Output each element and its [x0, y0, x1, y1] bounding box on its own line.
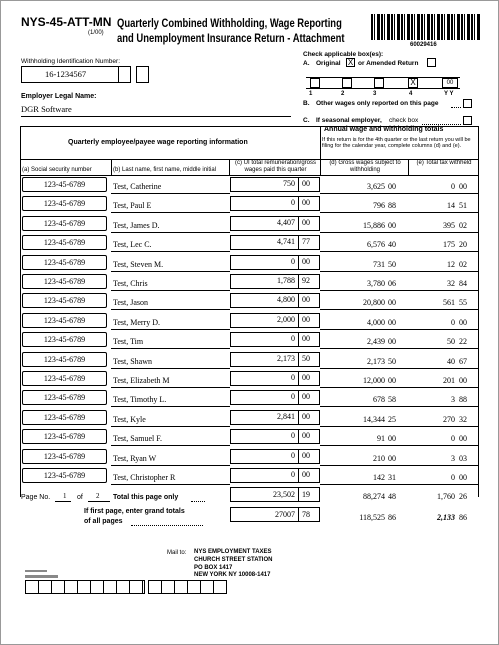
employer-name-label: Employer Legal Name:	[21, 93, 97, 100]
section-left-title: Quarterly employee/payee wage reporting information	[68, 139, 248, 146]
page-total-e: 1,760	[437, 492, 455, 501]
tax-withheld-cents: 03	[459, 454, 467, 463]
grand-total-d-cents: 86	[388, 513, 396, 522]
gross-wages-cents: 00	[388, 182, 396, 191]
tax-withheld: 201	[443, 376, 455, 385]
employee-name: Test, Tim	[113, 337, 144, 346]
col-c-header: (c) UI total remuneration/gross wages paid this quarter	[234, 160, 317, 173]
mail-line-2: CHURCH STREET STATION	[194, 557, 273, 563]
row-rule	[111, 271, 230, 272]
gross-wages-cents: 50	[388, 357, 396, 366]
employee-name: Test, Merry D.	[113, 318, 160, 327]
row-rule-right	[320, 251, 478, 252]
gross-wages: 210	[373, 454, 385, 463]
ssn-field[interactable]: 123-45-6789	[22, 371, 107, 386]
employer-name-value: DGR Software	[21, 104, 72, 114]
col-e-header: (e) Total tax withheld	[416, 160, 472, 166]
ssn-field[interactable]: 123-45-6789	[22, 255, 107, 270]
employee-name: Test, Samuel F.	[113, 434, 163, 443]
cents-divider	[298, 313, 299, 328]
row-rule	[111, 445, 230, 446]
tax-withheld: 32	[447, 279, 455, 288]
line-c-letter: C.	[303, 117, 310, 124]
row-rule-right	[320, 232, 478, 233]
tax-withheld-cents: 55	[459, 298, 467, 307]
employee-name: Test, Kyle	[113, 415, 146, 424]
employee-name: Test, Chris	[113, 279, 148, 288]
row-rule	[111, 426, 230, 427]
total-page-label: Total this page only	[113, 494, 179, 501]
grand-leader	[131, 525, 203, 526]
cents-divider	[298, 255, 299, 270]
row-rule	[111, 251, 230, 252]
gross-wages-cents: 00	[388, 337, 396, 346]
cents-divider	[298, 468, 299, 483]
scan-boxes	[25, 580, 145, 594]
employee-name: Test, Timothy L.	[113, 395, 167, 404]
row-rule	[111, 387, 230, 388]
mail-line-3: PO BOX 1417	[194, 565, 233, 571]
quarter-label-1: 1	[309, 91, 313, 97]
gross-wages-cents: 25	[388, 415, 396, 424]
barcode	[371, 14, 481, 40]
scan-mark	[25, 570, 47, 572]
mail-line-4: NEW YORK NY 10008-1417	[194, 572, 271, 578]
ui-wages: 4,741	[277, 237, 295, 246]
page-total-d-cents: 48	[388, 492, 396, 501]
tax-withheld-cents: 00	[459, 434, 467, 443]
gross-wages: 20,800	[363, 298, 385, 307]
cents-divider	[298, 410, 299, 425]
ui-wages-cents: 00	[302, 373, 310, 382]
ssn-field[interactable]: 123-45-6789	[22, 410, 107, 425]
employee-name: Test, Shawn	[113, 357, 152, 366]
gross-wages-cents: 31	[388, 473, 396, 482]
original-check-mark: X	[347, 58, 354, 67]
tax-withheld: 0	[451, 473, 455, 482]
grand-total-c: 27007	[275, 510, 295, 519]
ssn-field[interactable]: 123-45-6789	[22, 429, 107, 444]
ui-wages-cents: 00	[302, 295, 310, 304]
grand-total-e: 2,133	[437, 513, 455, 522]
page-total-c-cents: 19	[302, 490, 310, 499]
page-total-e-cents: 26	[459, 492, 467, 501]
row-rule-right	[320, 368, 478, 369]
ui-wages: 0	[291, 470, 295, 479]
wid-value: 16-1234567	[45, 69, 87, 79]
amended-checkbox[interactable]	[427, 58, 436, 67]
tax-withheld-cents: 51	[459, 201, 467, 210]
quarter-grid	[306, 77, 460, 89]
row-rule	[111, 309, 230, 310]
quarter-4-mark: X	[410, 78, 416, 87]
gross-wages: 796	[373, 201, 385, 210]
ssn-field[interactable]: 123-45-6789	[22, 177, 107, 192]
ui-wages: 0	[291, 198, 295, 207]
ui-wages: 1,788	[277, 276, 295, 285]
employer-name-underline	[21, 116, 291, 117]
line-b-text: Other wages only reported on this page	[316, 100, 439, 107]
employee-name: Test, Lec C.	[113, 240, 152, 249]
grand-total-e-cents: 86	[459, 513, 467, 522]
row-rule	[111, 193, 230, 194]
row-rule-right	[320, 387, 478, 388]
year-box[interactable]	[442, 78, 458, 88]
tax-withheld: 3	[451, 395, 455, 404]
tax-withheld: 14	[447, 201, 455, 210]
tax-withheld-cents: 20	[459, 240, 467, 249]
wid-suffix-box-1[interactable]	[118, 66, 131, 83]
ui-wages: 4,407	[277, 218, 295, 227]
tax-withheld-cents: 00	[459, 182, 467, 191]
line-c-leader	[422, 124, 461, 125]
barcode-number: 60029416	[410, 42, 437, 48]
ui-wages: 0	[291, 451, 295, 460]
gross-wages-cents: 00	[388, 434, 396, 443]
cents-divider	[298, 332, 299, 347]
employee-name: Test, Ryan W	[113, 454, 157, 463]
tax-withheld: 3	[451, 454, 455, 463]
row-rule-right	[320, 212, 478, 213]
tax-withheld-cents: 02	[459, 221, 467, 230]
amended-label: or Amended Return	[358, 60, 419, 67]
row-rule-right	[320, 290, 478, 291]
tax-withheld-cents: 22	[459, 337, 467, 346]
tax-withheld: 395	[443, 221, 455, 230]
ui-wages: 0	[291, 431, 295, 440]
gross-wages-cents: 58	[388, 395, 396, 404]
row-rule	[111, 212, 230, 213]
cents-divider	[298, 274, 299, 289]
row-rule	[111, 290, 230, 291]
row-rule	[111, 232, 230, 233]
row-rule	[111, 348, 230, 349]
check-header: Check applicable box(es):	[303, 51, 384, 58]
gross-wages: 731	[373, 260, 385, 269]
row-rule-right	[320, 348, 478, 349]
cents-divider	[298, 449, 299, 464]
scan-mark-2	[25, 575, 58, 578]
ui-wages: 0	[291, 334, 295, 343]
tax-withheld: 0	[451, 434, 455, 443]
mail-line-1: NYS EMPLOYMENT TAXES	[194, 549, 272, 555]
quarter-2-box[interactable]	[342, 78, 352, 88]
form-code: NYS-45-ATT-MN	[21, 15, 112, 29]
form-title-line1: Quarterly Combined Withholding, Wage Reporting	[117, 18, 342, 30]
year-value: 00	[446, 80, 454, 86]
line-c-text: If seasonal employer,	[316, 117, 382, 124]
ui-wages-cents: 00	[302, 179, 310, 188]
ui-wages-cents: 00	[302, 257, 310, 266]
employee-name: Test, Elizabeth M	[113, 376, 170, 385]
col-a-header: (a) Social security number	[22, 167, 92, 173]
line-a-letter: A.	[303, 60, 310, 67]
row-rule-right	[320, 329, 478, 330]
tax-withheld-cents: 67	[459, 357, 467, 366]
row-rule-right	[320, 309, 478, 310]
ui-wages-cents: 00	[302, 470, 310, 479]
gross-wages: 91	[377, 434, 385, 443]
tax-withheld: 270	[443, 415, 455, 424]
tax-withheld: 561	[443, 298, 455, 307]
cents-divider	[298, 390, 299, 405]
gross-wages: 6,576	[367, 240, 385, 249]
gross-wages: 2,439	[367, 337, 385, 346]
wid-suffix-box-2[interactable]	[136, 66, 149, 83]
ui-wages: 0	[291, 257, 295, 266]
ui-wages-cents: 00	[302, 334, 310, 343]
quarter-label-2: 2	[341, 91, 345, 97]
employee-name: Test, Paul E	[113, 201, 152, 210]
tax-withheld-cents: 02	[459, 260, 467, 269]
line-b-leader	[451, 107, 461, 108]
line-b-letter: B.	[303, 100, 310, 107]
cents-divider	[298, 235, 299, 250]
gross-wages-cents: 50	[388, 260, 396, 269]
gross-wages: 3,625	[367, 182, 385, 191]
grand-label-2: of all pages	[84, 518, 123, 525]
ssn-field[interactable]: 123-45-6789	[22, 196, 107, 211]
ui-wages: 750	[283, 179, 295, 188]
quarter-1-box[interactable]	[310, 78, 320, 88]
cents-divider	[298, 293, 299, 308]
ssn-field[interactable]: 123-45-6789	[22, 390, 107, 405]
gross-wages-cents: 06	[388, 279, 396, 288]
grand-label-1: If first page, enter grand totals	[84, 508, 185, 515]
colhead-bottom-rule	[20, 175, 478, 176]
gross-wages: 4,000	[367, 318, 385, 327]
gross-wages: 14,344	[363, 415, 385, 424]
gross-wages: 678	[373, 395, 385, 404]
ssn-field[interactable]: 123-45-6789	[22, 332, 107, 347]
ui-wages-cents: 00	[302, 451, 310, 460]
ssn-field[interactable]: 123-45-6789	[22, 468, 107, 483]
employee-name: Test, Catherine	[113, 182, 162, 191]
page-label: Page No.	[21, 494, 51, 501]
row-rule-right	[320, 193, 478, 194]
tax-withheld: 50	[447, 337, 455, 346]
quarter-4-box[interactable]	[408, 78, 418, 88]
cents-divider	[298, 177, 299, 192]
gross-wages: 2,173	[367, 357, 385, 366]
cents-divider	[298, 352, 299, 367]
row-rule	[111, 329, 230, 330]
gross-wages-cents: 00	[388, 376, 396, 385]
tax-withheld-cents: 32	[459, 415, 467, 424]
original-label: Original	[316, 60, 341, 67]
ssn-field[interactable]: 123-45-6789	[22, 274, 107, 289]
ssn-field[interactable]: 123-45-6789	[22, 216, 107, 231]
page-total-line	[88, 501, 110, 502]
tax-withheld-cents: 88	[459, 395, 467, 404]
ssn-field[interactable]: 123-45-6789	[22, 352, 107, 367]
gross-wages-cents: 88	[388, 201, 396, 210]
row-rule-right	[320, 271, 478, 272]
ssn-field[interactable]: 123-45-6789	[22, 235, 107, 250]
ui-wages-cents: 00	[302, 218, 310, 227]
original-checkbox[interactable]	[346, 58, 355, 67]
gross-wages-cents: 00	[388, 318, 396, 327]
employee-name: Test, James D.	[113, 221, 160, 230]
ui-wages: 2,173	[277, 354, 295, 363]
ui-wages: 2,841	[277, 412, 295, 421]
page-no-line	[55, 501, 71, 502]
gross-wages: 3,780	[367, 279, 385, 288]
total-page-leader	[191, 501, 205, 502]
of-label: of	[77, 494, 83, 501]
row-rule-right	[320, 406, 478, 407]
employee-name: Test, Steven M.	[113, 260, 164, 269]
ssn-field[interactable]: 123-45-6789	[22, 449, 107, 464]
quarter-label-yy: Y Y	[444, 91, 454, 97]
ui-wages-cents: 77	[302, 237, 310, 246]
cents-divider	[298, 429, 299, 444]
grand-total-d: 118,525	[359, 513, 385, 522]
tax-withheld: 0	[451, 318, 455, 327]
row-rule-right	[320, 465, 478, 466]
row-rule	[111, 368, 230, 369]
ui-wages-cents: 00	[302, 315, 310, 324]
page-no: 1	[63, 492, 67, 500]
row-rule	[111, 406, 230, 407]
tax-withheld: 175	[443, 240, 455, 249]
quarter-label-3: 3	[373, 91, 377, 97]
cents-divider	[298, 216, 299, 231]
row-rule	[111, 484, 230, 485]
employee-name: Test, Christopher R	[113, 473, 176, 482]
cents-divider	[298, 196, 299, 211]
gross-wages-cents: 00	[388, 298, 396, 307]
ssn-field[interactable]: 123-45-6789	[22, 313, 107, 328]
ui-wages: 4,800	[277, 295, 295, 304]
ui-wages: 2,000	[277, 315, 295, 324]
col-b-header: (b) Last name, first name, middle initial	[113, 167, 217, 173]
form-title-line2: and Unemployment Insurance Return - Attachment	[117, 33, 345, 45]
seasonal-checkbox[interactable]	[463, 116, 472, 125]
tax-withheld-cents: 00	[459, 376, 467, 385]
grand-total-c-cents: 78	[302, 510, 310, 519]
gross-wages-cents: 40	[388, 240, 396, 249]
tax-withheld: 0	[451, 182, 455, 191]
wid-label: Withholding Identification Number:	[21, 58, 120, 65]
form-revision: (1/00)	[88, 30, 104, 36]
scan-boxes-2	[148, 580, 227, 594]
gross-wages: 15,886	[363, 221, 385, 230]
ui-wages-cents: 00	[302, 431, 310, 440]
other-wages-checkbox[interactable]	[463, 99, 472, 108]
gross-wages-cents: 00	[388, 221, 396, 230]
section-right-note: If this return is for the 4th quarter or the last return you will be filing for the calendar year, complete columns (d) and (e).	[322, 137, 471, 149]
cents-divider	[298, 371, 299, 386]
col-d-header: (d) Gross wages subject to withholding	[329, 160, 401, 173]
ui-wages-cents: 00	[302, 198, 310, 207]
ssn-field[interactable]: 123-45-6789	[22, 293, 107, 308]
ui-wages-cents: 00	[302, 412, 310, 421]
tax-withheld-cents: 00	[459, 473, 467, 482]
page-total-c: 23,502	[273, 490, 295, 499]
tax-withheld: 12	[447, 260, 455, 269]
page-total: 2	[96, 492, 100, 500]
employee-name: Test, Jason	[113, 298, 148, 307]
tax-withheld: 40	[447, 357, 455, 366]
tax-withheld-cents: 00	[459, 318, 467, 327]
row-rule	[111, 465, 230, 466]
mail-label: Mail to:	[167, 550, 187, 556]
row-rule-right	[320, 445, 478, 446]
quarter-label-4: 4	[409, 91, 413, 97]
gross-wages-cents: 00	[388, 454, 396, 463]
ui-wages-cents: 92	[302, 276, 310, 285]
section-right-title: Annual wage and withholding totals	[324, 126, 444, 133]
gross-wages: 12,000	[363, 376, 385, 385]
gross-wages: 142	[373, 473, 385, 482]
ui-wages-cents: 00	[302, 392, 310, 401]
ui-wages: 0	[291, 373, 295, 382]
page-total-d: 88,274	[363, 492, 385, 501]
quarter-3-box[interactable]	[374, 78, 384, 88]
row-rule-right	[320, 426, 478, 427]
ui-wages-cents: 50	[302, 354, 310, 363]
tax-withheld-cents: 84	[459, 279, 467, 288]
line-c-text2: check box	[389, 117, 419, 124]
ui-wages: 0	[291, 392, 295, 401]
row-rule-right	[320, 484, 478, 485]
